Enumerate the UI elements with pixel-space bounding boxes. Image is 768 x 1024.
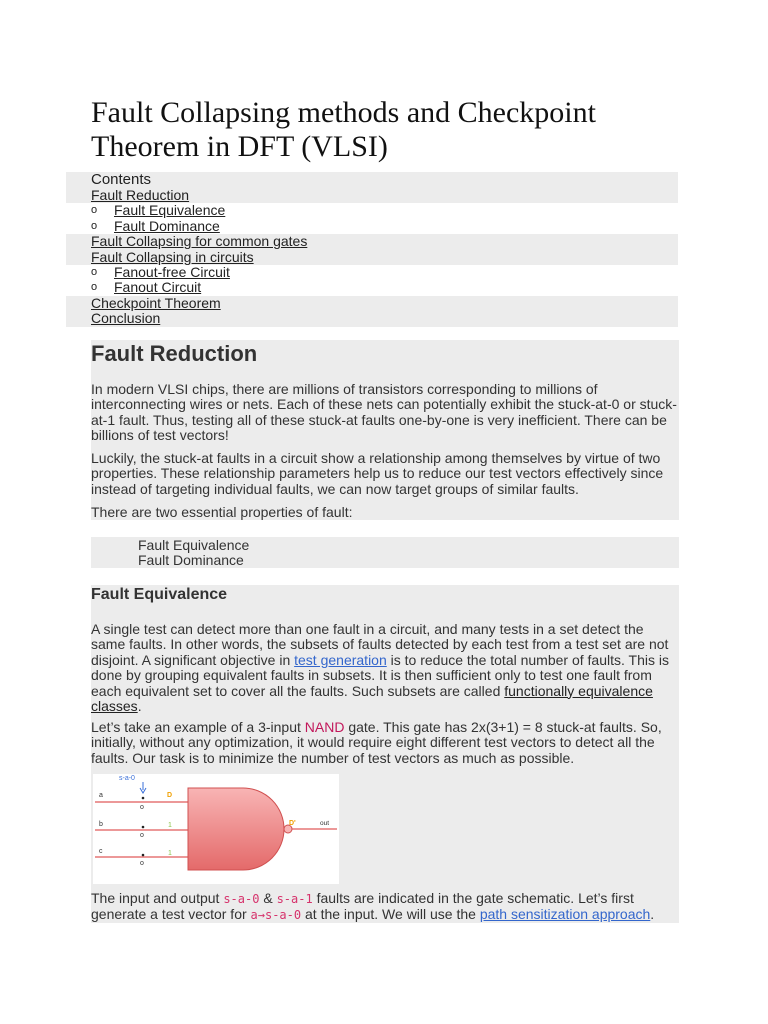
toc-heading: Contents [66,172,678,188]
paragraph: There are two essential properties of fault: [91,504,353,520]
toc-item-fault-reduction[interactable]: Fault Reduction [66,188,678,203]
nand-gate-schematic [93,774,339,884]
fault-reduction-section [91,340,679,520]
dot-label: o [140,832,144,839]
paragraph: In modern VLSI chips, there are millions of transistors corresponding to millions of interconnecting wires or nets. Each of these nets can potentially exhibit the stuck-at-0 or stuck-at-1 fault. Thus, testing all of these stuck-at faults one-by-one is very inefficient. There can be billions of test vectors! [91,381,677,444]
toc-item-fanout-free-circuit[interactable]: o Fanout-free Circuit [66,265,678,280]
input-label-a: a [99,792,103,799]
paragraph: Luckily, the stuck-at faults in a circuit show a relationship among themselves by virtue of two properties. These relationship parameters help us to reduce our test vectors effectively since instead of targeting individual faults, we can now target groups of similar faults. [91,450,664,497]
paragraph: A single test can detect more than one fault in a circuit, and many tests in a set detect the same faults. In other words, the subsets of faults detected by each test from a test set are not disjoint. A significant objective in test generation is to reduce the total number of faults. This is done by grouping equivalent faults in subsets. It is then sufficient only to test one fault from each equivalent set to cover all the faults. Such subsets are called functionally equivalence classes. [91,621,669,715]
test-generation-link[interactable]: test generation [294,651,387,668]
section-heading-fault-reduction: Fault Reduction [91,341,258,366]
section-heading-fault-equivalence: Fault Equivalence [91,586,228,603]
paragraph: Let’s take an example of a 3-input NAND gate. This gate has 2x(3+1) = 8 stuck-at faults. So, initially, without any optimization, it would require eight different test vectors to detect all the faults. Our task is to minimize the number of test vectors as much as possible. [91,719,662,766]
input-value-a: D [167,792,173,799]
bullet-icon: o [91,204,98,217]
fault-label: s-a-0 [119,775,135,782]
functionally-equivalence-link[interactable]: functionally equivalence classes [91,682,653,715]
fault-dot [142,854,145,857]
inline-code: s-a-1 [276,892,313,906]
inline-code: a→s-a-0 [250,908,302,923]
toc-item-conclusion[interactable]: Conclusion [66,311,678,326]
fault-dot [142,797,145,800]
table-of-contents [66,172,678,327]
toc-item-fault-collapsing-circuits[interactable]: Fault Collapsing in circuits [66,250,678,265]
input-label-b: b [99,821,103,828]
output-label: out [320,820,330,827]
toc-item-checkpoint-theorem[interactable]: Checkpoint Theorem [66,296,678,311]
nand-gate-body [188,788,284,870]
dot-label: o [140,860,144,867]
input-label-c: c [99,848,103,855]
toc-item-fault-dominance[interactable]: o Fault Dominance [66,219,678,234]
inline-code: s-a-0 [223,892,260,906]
bullet-icon: o [91,265,98,278]
property-list [91,537,679,568]
input-value-b: 1 [168,822,172,829]
toc-item-fanout-circuit[interactable]: o Fanout Circuit [66,280,678,295]
nand-gate-svg [93,774,339,884]
input-value-c: 1 [168,850,172,857]
list-item: Fault Dominance [138,552,244,569]
nand-text: NAND [304,719,345,735]
toc-item-fault-equivalence[interactable]: o Fault Equivalence [66,203,678,218]
list-item: Fault Equivalence [138,537,250,553]
page-title: Fault Collapsing methods and Checkpoint Theorem in DFT (VLSI) [91,96,596,163]
path-sensitization-link[interactable]: path sensitization approach [479,906,651,923]
bullet-icon: o [91,281,98,294]
bullet-icon: o [91,219,98,232]
paragraph: The input and output s-a-0 & s-a-1 faults are indicated in the gate schematic. Let’s first generate a test vector for a→s-a-0 at the input. We will use the path sensitization approach. [91,890,655,923]
output-value: D' [289,820,296,827]
dot-label: o [140,804,144,811]
fault-dot [142,826,145,829]
toc-item-fault-collapsing-gates[interactable]: Fault Collapsing for common gates [66,234,678,249]
